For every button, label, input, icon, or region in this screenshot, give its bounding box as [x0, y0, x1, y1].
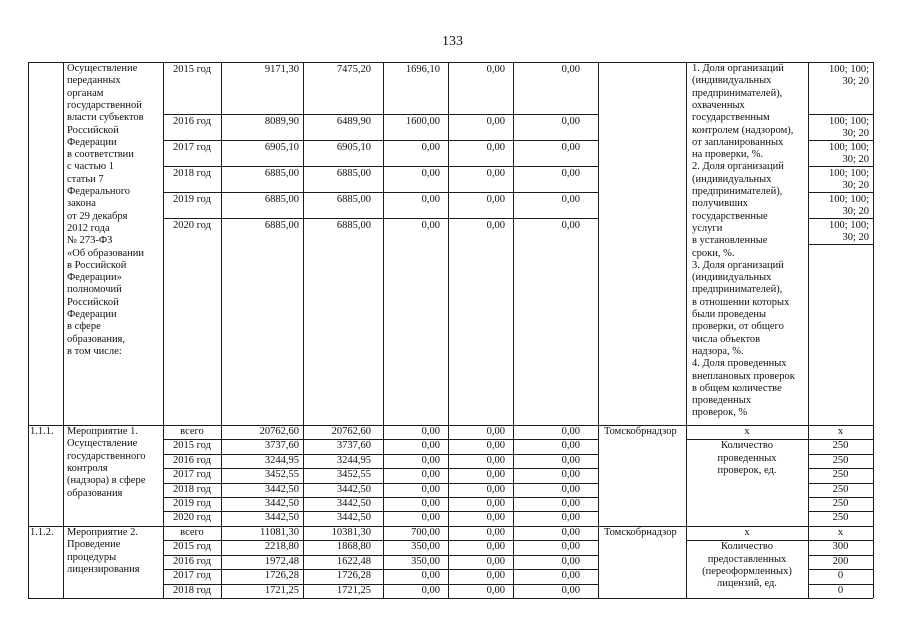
indicator-name-line: лицензий, ед.: [717, 578, 777, 590]
cell-other: 0,00: [561, 584, 580, 596]
cell-total: 3442,50: [264, 512, 299, 524]
row-rule: [163, 114, 598, 115]
cell-regional: 0,00: [421, 142, 440, 153]
activity-name-line: Мероприятие 1.: [67, 426, 139, 437]
cell-other: 0,00: [561, 220, 580, 231]
executor: Томскобрнадзор: [604, 527, 677, 538]
task-description-line: от 29 декабря: [67, 210, 128, 222]
cell-year: 2015 год: [173, 64, 211, 75]
cell-regional: 0,00: [421, 220, 440, 231]
cell-target-values: 100; 100;: [829, 168, 869, 179]
cell-indicator-value: 0: [837, 570, 844, 582]
cell-total: 6885,00: [264, 220, 299, 231]
cell-federal: 3244,95: [336, 454, 371, 466]
cell-regional: 350,00: [411, 555, 440, 567]
indicator-description-line: услуги: [692, 222, 723, 234]
cell-other: 0,00: [561, 527, 580, 538]
cell-year: 2017 год: [173, 142, 211, 153]
row-rule: [163, 192, 598, 193]
cell-target-values: 100; 100;: [829, 142, 869, 153]
cell-total: 1972,48: [264, 555, 299, 567]
indicator-description-line: охваченных: [692, 99, 745, 111]
row-rule: [808, 218, 873, 219]
row-rule: [686, 540, 808, 541]
task-description-line: «Об образовании: [67, 247, 144, 259]
cell-federal: 3442,50: [336, 512, 371, 524]
cell-total: 3244,95: [264, 454, 299, 466]
cell-local: 0,00: [486, 555, 505, 567]
activity-name-line: государственного: [67, 450, 146, 462]
row-rule: [163, 218, 598, 219]
indicator-description-line: 3. Доля организаций: [692, 259, 784, 271]
cell-target-values: 100; 100;: [829, 64, 869, 75]
row-rule: [163, 140, 598, 141]
bottom-border: [28, 598, 873, 599]
cell-year: 2016 год: [173, 116, 211, 127]
indicator-name-line: (переоформленных): [702, 566, 792, 577]
cell-other: 0,00: [561, 142, 580, 153]
cell-total: 20762,60: [259, 426, 299, 437]
row-rule: [808, 192, 873, 193]
cell-year: 2017 год: [173, 570, 211, 582]
row-rule: [808, 166, 873, 167]
cell-federal: 3442,50: [336, 483, 371, 495]
cell-regional: 0,00: [421, 570, 440, 582]
cell-year: 2017 год: [173, 469, 211, 481]
cell-indicator-value: 250: [832, 498, 849, 509]
cell-year: 2018 год: [173, 168, 211, 179]
indicator-description-line: в общем количестве: [692, 382, 782, 394]
row-rule: [808, 244, 873, 245]
cell-other: 0,00: [561, 454, 580, 466]
task-description-line: Российской: [67, 124, 119, 136]
cell-federal: 1726,28: [336, 570, 371, 582]
task-description-line: Федерации: [67, 309, 117, 320]
cell-target-values: 30; 20: [842, 180, 869, 192]
indicator-description-line: сроки, %.: [692, 247, 735, 259]
cell-federal: 6885,00: [336, 168, 371, 179]
activity-name-line: Проведение: [67, 539, 121, 551]
cell-target-values: 100; 100;: [829, 220, 869, 231]
cell-local: 0,00: [486, 527, 505, 538]
cell-federal: 7475,20: [336, 64, 371, 75]
column-rule: [448, 62, 449, 598]
cell-federal: 1868,80: [336, 541, 371, 553]
cell-regional: 0,00: [421, 584, 440, 596]
indicator-name-line: Количество: [720, 440, 774, 452]
cell-target-values: 100; 100;: [829, 116, 869, 127]
column-rule: [221, 62, 222, 598]
cell-other: 0,00: [561, 64, 580, 75]
cell-indicator-value: 250: [832, 454, 849, 466]
indicator-description-line: (индивидуальных: [692, 272, 772, 284]
cell-federal: 3452,55: [336, 469, 371, 481]
cell-total: 11081,30: [260, 527, 299, 538]
indicator-description-line: проверок, %: [692, 407, 748, 419]
task-description-line: № 273-ФЗ: [67, 235, 113, 247]
activity-number: 1.1.2.: [30, 527, 54, 538]
cell-regional: 0,00: [421, 469, 440, 481]
task-description-line: полномочий: [67, 284, 122, 296]
task-description-line: в Российской: [67, 259, 127, 271]
cell-federal: 1622,48: [336, 555, 371, 567]
cell-local: 0,00: [486, 116, 505, 127]
cell-other: 0,00: [561, 168, 580, 179]
cell-target-values: 30; 20: [842, 154, 869, 166]
cell-other: 0,00: [561, 194, 580, 205]
indicator-description-line: надзора, %.: [692, 345, 744, 357]
cell-year: 2016 год: [173, 454, 211, 466]
cell-indicator-value: 250: [832, 469, 849, 481]
row-rule: [163, 166, 598, 167]
activity-name-line: Мероприятие 2.: [67, 527, 139, 538]
cell-other: 0,00: [561, 541, 580, 553]
column-rule: [303, 62, 304, 598]
task-description-line: органам: [67, 87, 104, 99]
cell-other: 0,00: [561, 498, 580, 509]
activity-name-line: Осуществление: [67, 438, 138, 450]
cell-year: 2019 год: [173, 498, 211, 509]
cell-federal: 20762,60: [331, 426, 371, 437]
indicator-description-line: получивших: [692, 198, 749, 210]
cell-total: 3452,55: [264, 469, 299, 481]
indicator-description-line: контролем (надзором),: [692, 124, 794, 136]
cell-local: 0,00: [486, 584, 505, 596]
cell-indicator-value: 0: [837, 584, 844, 596]
cell-indicator-value: 250: [832, 440, 849, 452]
task-description-line: Федерации: [67, 136, 117, 148]
task-description-line: в сфере: [67, 321, 101, 333]
indicator-description-line: проверки, от общего: [692, 321, 784, 333]
indicator-description-line: государственные: [692, 210, 768, 222]
row-rule: [686, 439, 808, 440]
cell-regional: 0,00: [421, 454, 440, 466]
cell-indicator-value: 300: [832, 541, 849, 553]
cell-other: 0,00: [561, 483, 580, 495]
row-rule: [808, 114, 873, 115]
activity-name-line: контроля: [67, 462, 108, 474]
indicator-description-line: на проверки, %.: [692, 149, 764, 161]
cell-year: 2016 год: [173, 555, 211, 567]
cell-federal: 10381,30: [331, 527, 371, 538]
column-rule: [28, 62, 29, 598]
column-rule: [513, 62, 514, 598]
indicator-description-line: 2. Доля организаций: [692, 161, 784, 173]
cell-year: 2015 год: [173, 440, 211, 452]
task-description-line: власти субъектов: [67, 112, 144, 124]
indicator-description-line: числа объектов: [692, 333, 761, 345]
cell-regional: 1600,00: [405, 116, 440, 127]
activity-name-line: процедуры: [67, 551, 117, 563]
cell-regional: 0,00: [421, 498, 440, 509]
activity-name-line: (надзора) в сфере: [67, 475, 146, 487]
task-description-line: закона: [67, 198, 96, 210]
activity-number: 1.1.1.: [30, 426, 54, 437]
indicator-description-line: предпринимателей),: [692, 186, 783, 197]
cell-target-values: 30; 20: [842, 232, 869, 244]
indicator-description-line: проведенных: [692, 395, 752, 407]
cell-year: всего: [180, 527, 204, 538]
task-description-line: статьи 7: [67, 173, 104, 185]
cell-regional: 350,00: [411, 541, 440, 553]
indicator-description-line: внеплановых проверок: [692, 370, 795, 382]
cell-total: 1721,25: [264, 584, 299, 596]
cell-local: 0,00: [486, 483, 505, 495]
task-description-line: государственной: [67, 99, 142, 111]
task-description-line: в соответствии: [67, 149, 134, 161]
indicator-description-line: в отношении которых: [692, 296, 790, 308]
cell-target-values: 30; 20: [842, 76, 869, 88]
cell-indicator-value: 250: [832, 512, 849, 524]
cell-target-values: 30; 20: [842, 128, 869, 140]
cell-indicator-value: 250: [832, 483, 849, 495]
cell-target-values: 30; 20: [842, 206, 869, 218]
cell-year: 2018 год: [173, 483, 211, 495]
cell-federal: 6489,90: [336, 116, 371, 127]
cell-total: 3737,60: [264, 440, 299, 452]
cell-total: 1726,28: [264, 570, 299, 582]
cell-local: 0,00: [486, 570, 505, 582]
cell-local: 0,00: [486, 469, 505, 481]
cell-local: 0,00: [486, 454, 505, 466]
column-rule: [808, 62, 809, 598]
cell-total: 6885,00: [264, 194, 299, 205]
cell-local: 0,00: [486, 541, 505, 553]
cell-total: 9171,30: [264, 64, 299, 75]
executor: Томскобрнадзор: [604, 426, 677, 437]
cell-local: 0,00: [486, 64, 505, 75]
cell-year: 2015 год: [173, 541, 211, 553]
column-rule: [686, 62, 687, 598]
cell-federal: 3737,60: [336, 440, 371, 452]
cell-local: 0,00: [486, 426, 505, 437]
cell-local: 0,00: [486, 512, 505, 524]
cell-total: 2218,80: [264, 541, 299, 553]
cell-other: 0,00: [561, 469, 580, 481]
cell-regional: 0,00: [421, 194, 440, 205]
indicator-description-line: государственным: [692, 112, 770, 124]
indicator-description-line: предпринимателей),: [692, 284, 783, 296]
cell-federal: 6885,00: [336, 194, 371, 205]
task-description-line: Федерального: [67, 186, 131, 197]
cell-other: 0,00: [561, 116, 580, 127]
cell-federal: 6905,10: [336, 142, 371, 153]
cell-total: 6885,00: [264, 168, 299, 179]
column-rule: [163, 62, 164, 598]
task-description-line: образования,: [67, 333, 126, 345]
indicator-name-line: Количество: [720, 541, 774, 553]
cell-total: 6905,10: [264, 142, 299, 153]
cell-regional: 700,00: [411, 527, 440, 538]
indicator-description-line: от запланированных: [692, 136, 784, 148]
indicator-placeholder: х: [744, 527, 750, 538]
indicator-description-line: (индивидуальных: [692, 75, 772, 87]
indicator-name-line: предоставленных: [707, 553, 787, 565]
cell-year: 2018 год: [173, 584, 211, 596]
cell-federal: 1721,25: [336, 584, 371, 596]
column-rule: [383, 62, 384, 598]
cell-regional: 0,00: [421, 168, 440, 179]
cell-indicator-value: х: [837, 426, 844, 437]
task-description-line: 2012 года: [67, 222, 110, 234]
cell-regional: 0,00: [421, 440, 440, 452]
column-rule: [598, 62, 599, 598]
indicator-name-line: проведенных: [717, 452, 777, 464]
page-number: 133: [442, 34, 463, 49]
cell-other: 0,00: [561, 570, 580, 582]
cell-other: 0,00: [561, 555, 580, 567]
cell-federal: 6885,00: [336, 220, 371, 231]
task-description-line: переданных: [67, 75, 121, 87]
indicator-name-line: проверок, ед.: [717, 465, 777, 476]
task-description-line: Осуществление: [67, 63, 138, 74]
task-description-line: Федерации»: [67, 272, 122, 284]
cell-other: 0,00: [561, 512, 580, 524]
task-description-line: с частью 1: [67, 161, 114, 173]
cell-local: 0,00: [486, 220, 505, 231]
cell-local: 0,00: [486, 168, 505, 179]
indicator-placeholder: х: [744, 426, 750, 437]
cell-federal: 3442,50: [336, 498, 371, 509]
cell-other: 0,00: [561, 426, 580, 437]
cell-local: 0,00: [486, 142, 505, 153]
cell-year: 2020 год: [173, 220, 211, 231]
cell-regional: 0,00: [421, 483, 440, 495]
indicator-description-line: были проведены: [692, 309, 767, 320]
cell-total: 3442,50: [264, 483, 299, 495]
activity-name-line: образования: [67, 487, 123, 499]
cell-total: 3442,50: [264, 498, 299, 509]
indicator-description-line: 4. Доля проведенных: [692, 358, 787, 370]
indicator-description-line: (индивидуальных: [692, 173, 772, 185]
cell-total: 8089,90: [264, 116, 299, 127]
cell-local: 0,00: [486, 194, 505, 205]
indicator-description-line: предпринимателей),: [692, 87, 783, 99]
cell-year: всего: [180, 426, 204, 437]
cell-indicator-value: 200: [832, 555, 849, 567]
cell-regional: 0,00: [421, 512, 440, 524]
cell-indicator-value: х: [837, 527, 844, 538]
task-description-line: в том числе:: [67, 345, 122, 357]
column-rule: [873, 62, 874, 598]
indicator-description-line: 1. Доля организаций: [692, 63, 784, 74]
cell-regional: 0,00: [421, 426, 440, 437]
task-description-line: Российской: [67, 296, 119, 308]
column-rule: [63, 62, 64, 598]
cell-target-values: 100; 100;: [829, 194, 869, 205]
cell-local: 0,00: [486, 498, 505, 509]
cell-regional: 1696,10: [405, 64, 440, 75]
indicator-description-line: в установленные: [692, 235, 768, 247]
cell-year: 2019 год: [173, 194, 211, 205]
row-rule: [808, 140, 873, 141]
cell-year: 2020 год: [173, 512, 211, 524]
activity-name-line: лицензирования: [67, 563, 140, 575]
cell-other: 0,00: [561, 440, 580, 452]
cell-local: 0,00: [486, 440, 505, 452]
